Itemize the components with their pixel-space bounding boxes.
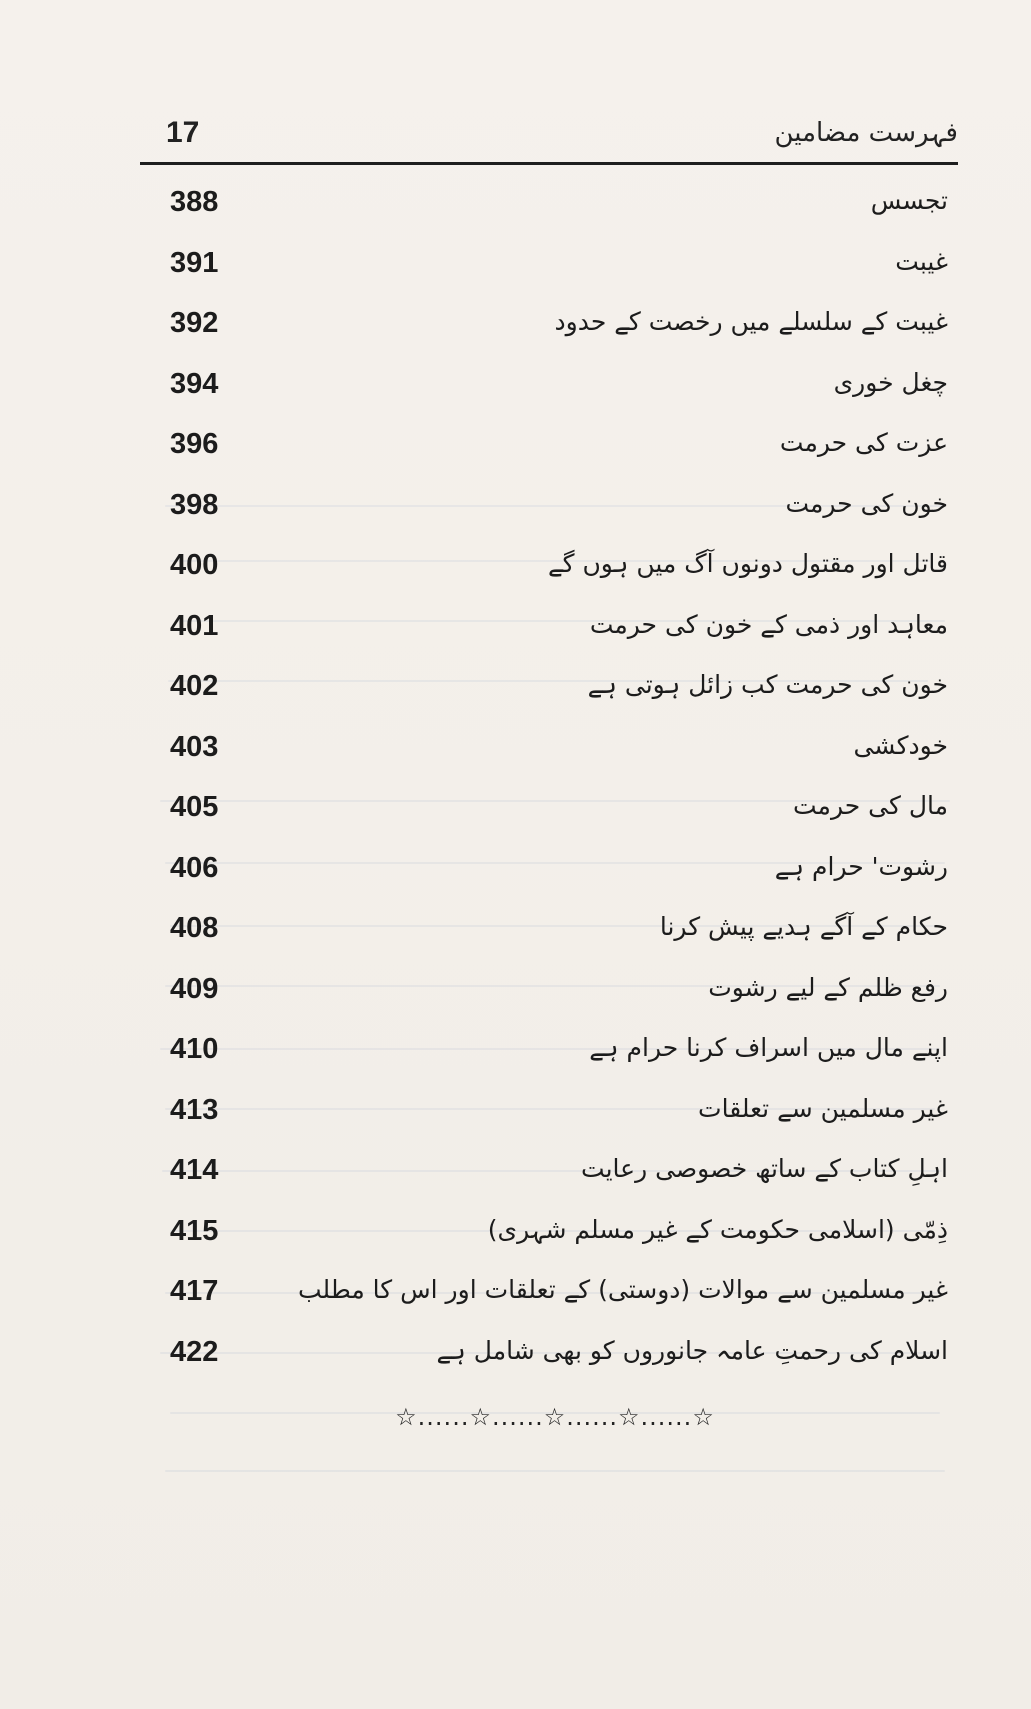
end-ornament: ☆......☆......☆......☆......☆: [395, 1403, 715, 1431]
toc-entry: [158, 1084, 948, 1145]
toc-page-number: 413: [170, 1093, 219, 1126]
toc-entry: [158, 539, 948, 600]
toc-entry-title: رفع ظلم کے لیے رشوت: [708, 972, 948, 1002]
toc-page-number: 402: [170, 670, 219, 702]
toc-page-number: 391: [170, 246, 219, 279]
toc-entry-title: خون کی حرمت: [785, 488, 948, 518]
toc-entry-title: حکام کے آگے ہدیے پیش کرنا: [659, 912, 948, 941]
toc-page-number: 414: [170, 1154, 219, 1186]
toc-entry-title: معاہد اور ذمی کے خون کی حرمت: [589, 609, 948, 639]
toc-entry: [158, 418, 948, 479]
toc-entry: [158, 842, 948, 903]
toc-page-number: 394: [170, 367, 219, 400]
toc-entry: [158, 358, 948, 419]
toc-page-number: 392: [170, 307, 219, 339]
toc-page-number: 415: [170, 1214, 219, 1247]
toc-entry: [158, 1265, 948, 1326]
toc-entry: [158, 176, 948, 237]
toc-entry-title: رشوت' حرام ہے: [774, 851, 948, 881]
toc-entry-title: غیر مسلمین سے تعلقات: [698, 1093, 948, 1123]
toc-entry-title: اسلام کی رحمتِ عامہ جانوروں کو بھی شامل ہے: [436, 1335, 948, 1365]
header-title: فہرست مضامین: [774, 118, 958, 148]
toc-entry-title: تجسس: [870, 186, 948, 215]
toc-page-number: 398: [170, 488, 219, 521]
toc-entry: [158, 1144, 948, 1205]
toc-entry: [158, 963, 948, 1024]
toc-entry-title: غیبت کے سلسلے میں رخصت کے حدود: [554, 307, 948, 336]
toc-entry: [158, 297, 948, 358]
toc-page-number: 401: [170, 609, 219, 642]
toc-page-number: 403: [170, 730, 219, 763]
toc-entry-title: عزت کی حرمت: [779, 428, 948, 457]
toc-entry-title: غیر مسلمین سے موالات (دوستی) کے تعلقات اور اس کا مطلب: [298, 1275, 948, 1304]
toc-page-number: 388: [170, 186, 219, 218]
header-rule: [140, 162, 958, 165]
toc-entry-title: ذِمّی (اسلامی حکومت کے غیر مسلم شہری): [487, 1214, 948, 1244]
toc-entry-title: غیبت: [895, 246, 948, 276]
toc-entry: [158, 600, 948, 661]
toc-entry: [158, 721, 948, 782]
toc-entry: [158, 902, 948, 963]
toc-entry: [158, 237, 948, 298]
toc-entry: [158, 781, 948, 842]
toc-entry-title: اپنے مال میں اسراف کرنا حرام ہے: [589, 1033, 948, 1062]
toc-page-number: 405: [170, 791, 219, 823]
toc-entry: [158, 1023, 948, 1084]
toc-entry-title: چغل خوری: [833, 367, 948, 397]
toc-page-number: 409: [170, 972, 219, 1005]
toc-entry-title: اہلِ کتاب کے ساتھ خصوصی رعایت: [581, 1154, 948, 1183]
toc-entry-title: قاتل اور مقتول دونوں آگ میں ہوں گے: [547, 549, 948, 578]
bleed-through-line: [165, 1470, 945, 1472]
page-number: 17: [166, 116, 200, 149]
toc-page-number: 396: [170, 428, 219, 460]
toc-page-number: 408: [170, 912, 219, 944]
toc-entry-title: مال کی حرمت: [793, 791, 948, 820]
toc-page-number: 417: [170, 1275, 219, 1307]
toc-entry-title: خودکشی: [853, 730, 948, 760]
toc-page-number: 410: [170, 1033, 219, 1065]
toc-entry: [158, 1205, 948, 1266]
toc-page-number: 406: [170, 851, 219, 884]
toc-page-number: 422: [170, 1335, 219, 1368]
page-header: [158, 112, 958, 164]
toc-entry: [158, 479, 948, 540]
toc-entry: [158, 1326, 948, 1387]
toc-entry: [158, 660, 948, 721]
toc-page-number: 400: [170, 549, 219, 581]
table-of-contents: [158, 176, 948, 1386]
toc-entry-title: خون کی حرمت کب زائل ہوتی ہے: [587, 670, 948, 699]
